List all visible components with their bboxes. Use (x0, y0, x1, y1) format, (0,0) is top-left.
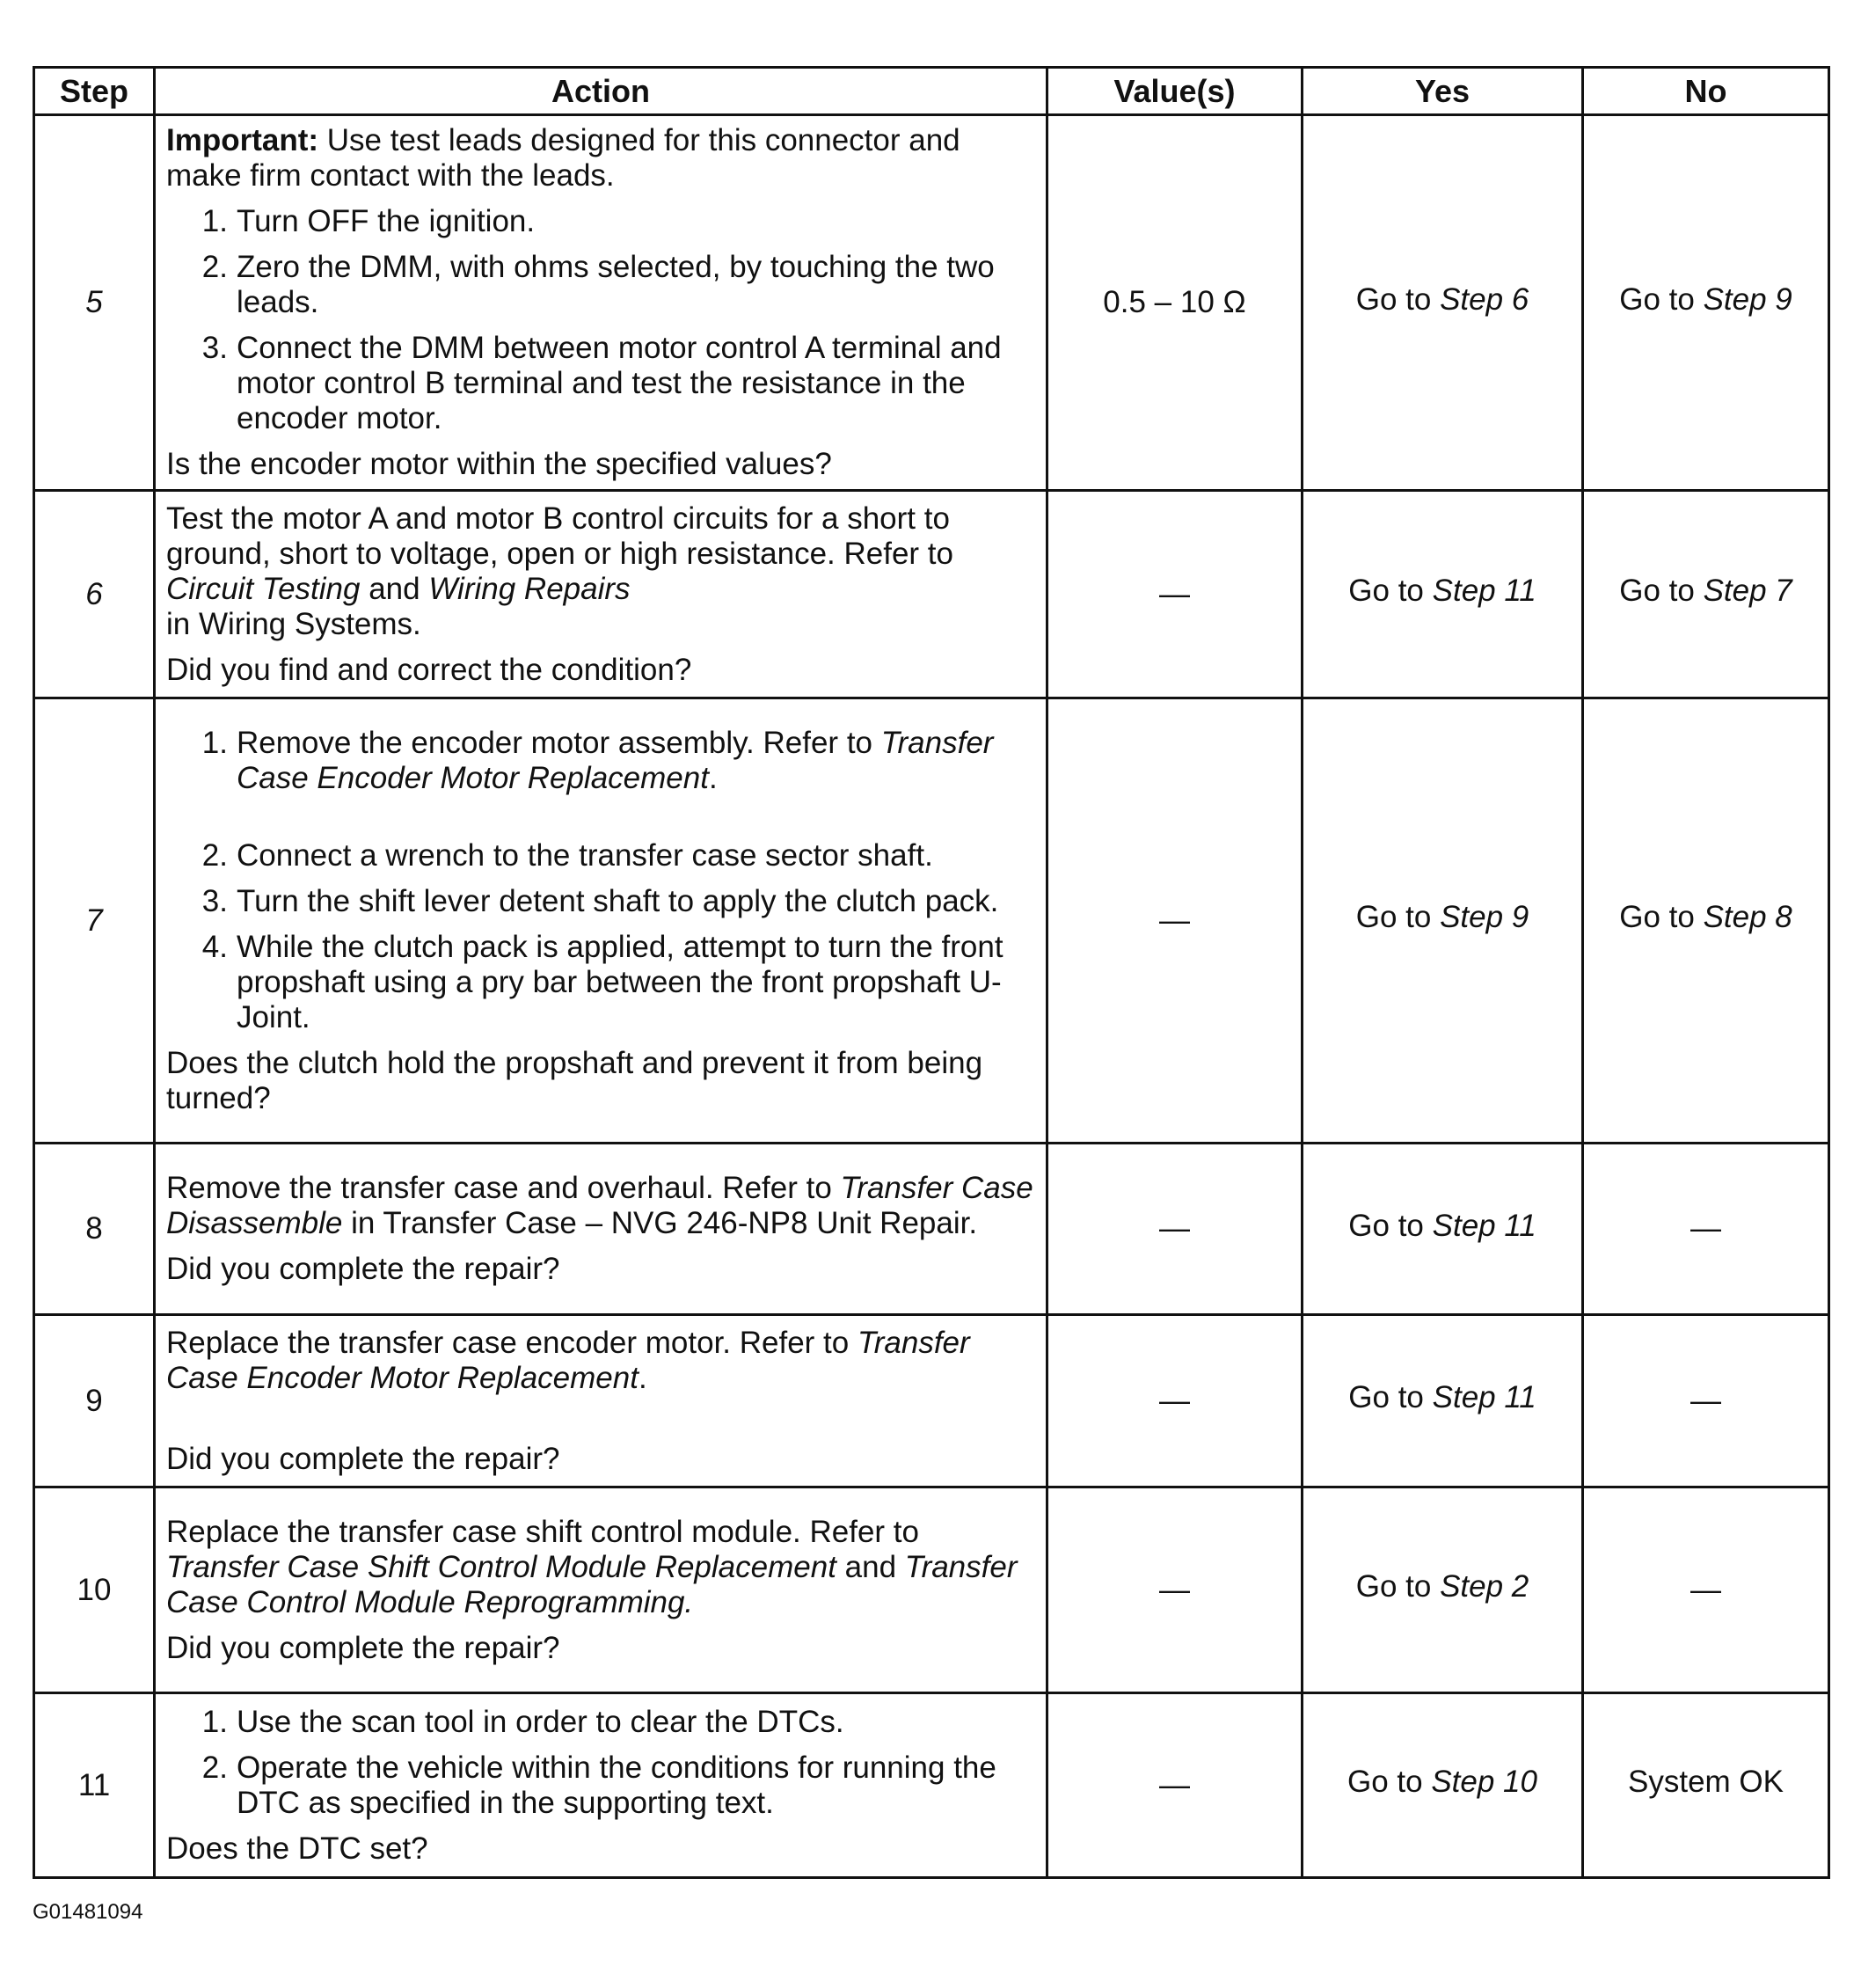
item-text: Connect a wrench to the transfer case sector shaft. (237, 837, 933, 873)
yes-cell (1303, 698, 1583, 1144)
action-cell (155, 115, 1047, 491)
no-prefix: Go to (1619, 281, 1704, 317)
no-cell (1583, 115, 1829, 491)
item-text: Zero the DMM, with ohms selected, by touching the two leads. (237, 250, 995, 319)
header-step: Step (34, 68, 155, 115)
no-cell (1583, 698, 1829, 1144)
action-text-part: Replace the transfer case encoder motor. Refer to (166, 1325, 858, 1360)
list-item (166, 1705, 1033, 1740)
action-steps-list (166, 1705, 1033, 1821)
header-yes: Yes (1303, 68, 1583, 115)
yes-prefix: Go to (1355, 1569, 1441, 1604)
item-text (237, 726, 1033, 796)
reference-shift-control-module-replacement: Transfer Case Shift Control Module Replacement (166, 1549, 836, 1584)
action-text-part: Replace the transfer case shift control module. Refer to (166, 1514, 919, 1549)
list-item (166, 884, 1033, 919)
table-row (34, 491, 1829, 698)
item-text: Connect the DMM between motor control A terminal and motor control B terminal and test the resistance in the encoder motor. (237, 331, 1002, 435)
action-text-part: in Wiring Systems. (166, 606, 421, 641)
action-text (166, 1326, 1033, 1396)
item-number: 2. (201, 250, 228, 284)
yes-step-ref: Step 2 (1440, 1569, 1529, 1604)
yes-prefix: Go to (1355, 900, 1441, 934)
yes-cell (1303, 491, 1583, 698)
question-text: Is the encoder motor within the specified values? (166, 447, 832, 481)
step-number: 7 (34, 698, 155, 1144)
item-number: 3. (201, 883, 228, 918)
list-item (166, 1750, 1033, 1821)
yes-cell (1303, 1487, 1583, 1693)
question-text: Does the DTC set? (166, 1831, 428, 1866)
list-item (166, 838, 1033, 873)
action-text-part: Test the motor A and motor B control circuits for a short to ground, short to voltage, open or high resistance. Refer to (166, 501, 953, 571)
item-text-part: Remove the encoder motor assembly. Refer to (237, 725, 881, 760)
step-number: 8 (34, 1144, 155, 1315)
important-note (166, 123, 1033, 194)
action-cell (155, 491, 1047, 698)
item-text: Turn OFF the ignition. (237, 204, 536, 238)
value-cell: — (1047, 1693, 1303, 1878)
question-text: Did you complete the repair? (166, 1252, 560, 1286)
header-values: Value(s) (1047, 68, 1303, 115)
step-number: 10 (34, 1487, 155, 1693)
action-text-part: . (638, 1360, 647, 1395)
yes-prefix: Go to (1348, 574, 1433, 608)
action-text (166, 1515, 1033, 1620)
action-cell (155, 1144, 1047, 1315)
yes-cell (1303, 115, 1583, 491)
yes-prefix: Go to (1355, 281, 1441, 317)
action-text (166, 1171, 1033, 1241)
item-number: 2. (201, 1750, 228, 1785)
yes-step-ref: Step 10 (1431, 1765, 1537, 1799)
list-item (166, 204, 1033, 239)
item-text: Turn the shift lever detent shaft to apply the clutch pack. (237, 883, 999, 918)
step-number: 6 (34, 491, 155, 698)
table-header-row (34, 68, 1829, 115)
list-item (166, 726, 1033, 796)
no-step-ref: Step 9 (1703, 281, 1792, 317)
value-cell: — (1047, 1144, 1303, 1315)
no-step-ref: Step 7 (1703, 574, 1792, 608)
yes-prefix: Go to (1347, 1765, 1432, 1799)
action-text-part: in Transfer Case – NVG 246-NP8 Unit Repair. (342, 1206, 978, 1240)
item-text-part: . (708, 760, 718, 795)
value-cell: — (1047, 1315, 1303, 1487)
yes-cell (1303, 1693, 1583, 1878)
step-number: 5 (34, 115, 155, 491)
figure-id: G01481094 (33, 1900, 143, 1924)
no-cell: — (1583, 1487, 1829, 1693)
yes-step-ref: Step 6 (1440, 281, 1529, 317)
diagnostic-procedure-table (33, 66, 1830, 1879)
no-prefix: Go to (1619, 900, 1704, 934)
list-item (166, 930, 1033, 1035)
no-cell: — (1583, 1144, 1829, 1315)
item-number: 1. (201, 204, 228, 238)
yes-cell (1303, 1315, 1583, 1487)
yes-step-ref: Step 11 (1432, 1380, 1536, 1414)
step-number: 9 (34, 1315, 155, 1487)
table-row (34, 115, 1829, 491)
question-text: Did you complete the repair? (166, 1630, 560, 1665)
item-number: 2. (201, 837, 228, 873)
table-row (34, 698, 1829, 1144)
action-cell (155, 698, 1047, 1144)
list-item (166, 331, 1033, 436)
table-row (34, 1315, 1829, 1487)
reference-control-module-reprogramming: Transfer Case Control Module Reprogramming. (166, 1549, 1018, 1619)
header-action: Action (155, 68, 1047, 115)
action-cell (155, 1315, 1047, 1487)
table-row (34, 1144, 1829, 1315)
question-text: Does the clutch hold the propshaft and prevent it from being turned? (166, 1045, 983, 1115)
reference-encoder-motor-replacement: Transfer Case Encoder Motor Replacement (166, 1325, 970, 1395)
step-number: 11 (34, 1693, 155, 1878)
no-cell: System OK (1583, 1693, 1829, 1878)
table-row (34, 1693, 1829, 1878)
item-text: Operate the vehicle within the conditions for running the DTC as specified in the supporting text. (237, 1750, 996, 1820)
question-text: Did you find and correct the condition? (166, 652, 692, 687)
question-text: Did you complete the repair? (166, 1441, 560, 1476)
value-cell: — (1047, 491, 1303, 698)
no-cell: — (1583, 1315, 1829, 1487)
item-number: 3. (201, 331, 228, 365)
action-steps-list (166, 726, 1033, 1035)
item-number: 4. (201, 929, 228, 964)
reference-circuit-testing: Circuit Testing (166, 571, 361, 606)
action-text (166, 501, 1033, 642)
value-cell: 0.5 – 10 Ω (1047, 115, 1303, 491)
yes-step-ref: Step 11 (1432, 1208, 1536, 1243)
reference-encoder-motor-replacement: Transfer Case Encoder Motor Replacement (237, 725, 994, 795)
important-text: Use test leads designed for this connector and make firm contact with the leads. (166, 123, 960, 193)
table-row (34, 1487, 1829, 1693)
reference-transfer-case-disassemble: Transfer Case Disassemble (166, 1171, 1033, 1240)
action-text-part: Remove the transfer case and overhaul. Refer to (166, 1171, 841, 1205)
yes-cell (1303, 1144, 1583, 1315)
yes-prefix: Go to (1348, 1208, 1433, 1243)
value-cell: — (1047, 698, 1303, 1144)
action-text-part: and (360, 571, 429, 606)
no-prefix: Go to (1619, 574, 1704, 608)
action-cell (155, 1487, 1047, 1693)
value-cell: — (1047, 1487, 1303, 1693)
important-label: Important: (166, 123, 319, 157)
no-step-ref: Step 8 (1703, 900, 1792, 934)
item-number: 1. (201, 1704, 228, 1739)
action-text-part: and (836, 1549, 905, 1584)
item-text: While the clutch pack is applied, attempt to turn the front propshaft using a pry bar between the front propshaft U-Joint. (237, 929, 1003, 1034)
reference-wiring-repairs: Wiring Repairs (428, 571, 631, 606)
yes-prefix: Go to (1348, 1380, 1433, 1414)
list-item (166, 250, 1033, 320)
yes-step-ref: Step 11 (1432, 574, 1536, 608)
item-text: Use the scan tool in order to clear the DTCs. (237, 1704, 844, 1739)
action-cell (155, 1693, 1047, 1878)
no-cell (1583, 491, 1829, 698)
item-number: 1. (201, 725, 228, 760)
yes-step-ref: Step 9 (1440, 900, 1529, 934)
action-steps-list (166, 204, 1033, 436)
header-no: No (1583, 68, 1829, 115)
